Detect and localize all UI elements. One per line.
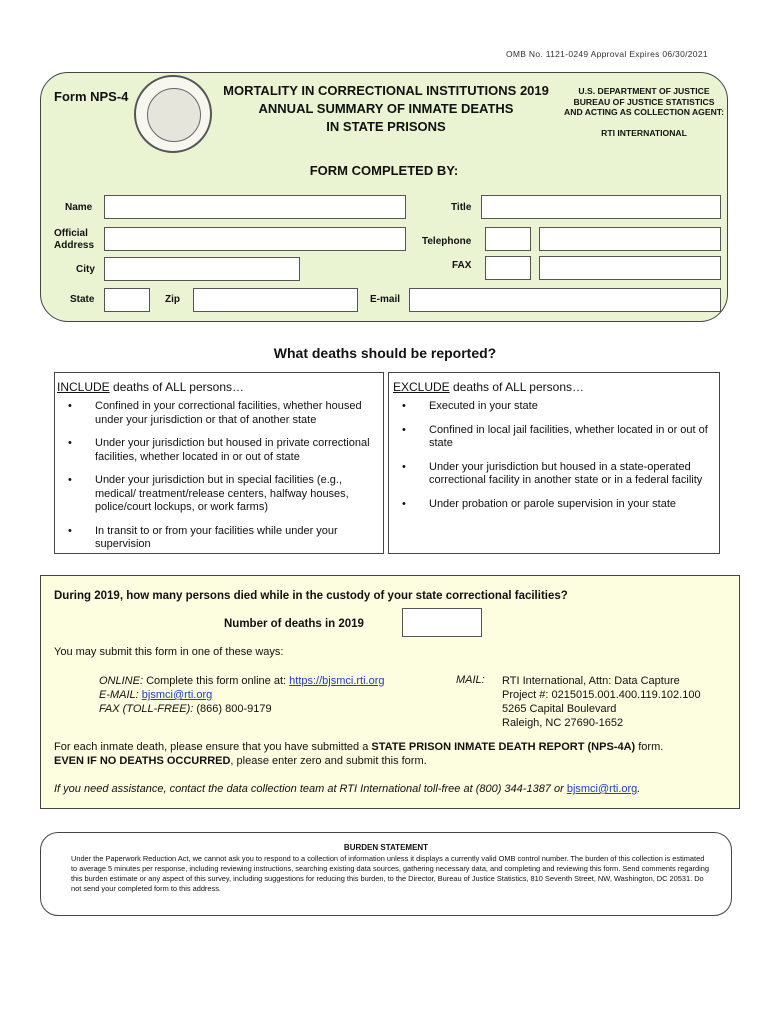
submission-methods: ONLINE: Complete this form online at: https://bjsmci.rti.org E-MAIL: bjsmci@rti.org FAX (TOLL-FREE): (866) 800-9179 <box>99 675 385 715</box>
assist-email-link[interactable]: bjsmci@rti.org <box>566 783 638 795</box>
exclude-item: • Confined in local jail facilities, whether located in or out of state <box>389 424 711 451</box>
omb-notice: OMB No. 1121-0249 Approval Expires 06/30/2021 <box>506 49 708 59</box>
name-label: Name <box>65 202 93 213</box>
email-link[interactable]: bjsmci@rti.org <box>141 689 213 701</box>
title-field[interactable] <box>481 195 721 219</box>
include-box <box>54 372 384 554</box>
include-item: • Under your jurisdiction but in special facilities (e.g., medical/ treatment/release centers, halfway houses, police/court lockups, or work farms) <box>55 474 375 515</box>
assistance-text: If you need assistance, contact the data collection team at RTI International toll-free at (800) 344-1387 or bjsmci@rti.org. <box>54 783 641 795</box>
agency-block: U.S. DEPARTMENT OF JUSTICE BUREAU OF JUSTICE STATISTICS AND ACTING AS COLLECTION AGENT: RTI INTERNATIONAL <box>564 86 724 138</box>
city-field[interactable] <box>104 257 300 281</box>
completed-by-heading: FORM COMPLETED BY: <box>309 163 459 178</box>
address-label: Official Address <box>54 228 95 251</box>
email-field[interactable] <box>409 288 721 312</box>
exclude-item: • Executed in your state <box>389 400 711 414</box>
exclude-box <box>388 372 720 554</box>
state-field[interactable] <box>104 288 150 312</box>
telephone-number-field[interactable] <box>539 227 721 251</box>
what-reported-heading: What deaths should be reported? <box>273 345 497 361</box>
email-label: E-mail <box>370 294 401 305</box>
include-heading: INCLUDE deaths of ALL persons… <box>57 380 244 394</box>
include-item: • In transit to or from your facilities while under your supervision <box>55 525 375 552</box>
mail-label: MAIL: <box>456 674 485 686</box>
telephone-label: Telephone <box>422 236 472 247</box>
city-label: City <box>76 264 95 275</box>
include-item: • Confined in your correctional facilities, whether housed under your jurisdiction or that of another state <box>55 400 375 427</box>
online-url-link[interactable]: https://bjsmci.rti.org <box>289 675 385 687</box>
form-title: MORTALITY IN CORRECTIONAL INSTITUTIONS 2019 ANNUAL SUMMARY OF INMATE DEATHS IN STATE PRISONS <box>223 83 549 134</box>
instruction-text: For each inmate death, please ensure that you have submitted a STATE PRISON INMATE DEATH REPORT (NPS-4A) form. EVEN IF NO DEATHS OCCURRED, please enter zero and submit this form. <box>54 741 664 767</box>
burden-title: BURDEN STATEMENT <box>343 843 429 852</box>
fax-area-code-field[interactable] <box>485 256 531 280</box>
mail-address: RTI International, Attn: Data Capture Project #: 0215015.001.400.119.102.100 5265 Capital Boulevard Raleigh, NC 27690-1652 <box>502 675 701 729</box>
zip-field[interactable] <box>193 288 358 312</box>
deaths-question: During 2019, how many persons died while in the custody of your state correctional facilities? <box>54 590 568 602</box>
name-field[interactable] <box>104 195 406 219</box>
burden-statement <box>40 832 732 916</box>
form-id: Form NPS-4 <box>54 89 129 104</box>
telephone-area-code-field[interactable] <box>485 227 531 251</box>
state-label: State <box>70 294 95 305</box>
submit-intro: You may submit this form in one of these ways: <box>54 646 284 658</box>
address-field[interactable] <box>104 227 406 251</box>
fax-label: FAX <box>452 260 472 271</box>
exclude-item: • Under your jurisdiction but housed in a state-operated correctional facility in another state or in a federal facility <box>389 461 711 488</box>
include-item: • Under your jurisdiction but housed in private correctional facilities, whether located in or out of state <box>55 437 375 464</box>
fax-number-field[interactable] <box>539 256 721 280</box>
exclude-heading: EXCLUDE deaths of ALL persons… <box>393 380 584 394</box>
deaths-count-field[interactable] <box>402 608 482 637</box>
burden-text: Under the Paperwork Reduction Act, we cannot ask you to respond to a collection of information unless it displays a currently valid OMB control number. The burden of this collection is estimated to average 5 minutes per response, including reviewing instructions, searching existing data sources, gathering necessary data, and completing and reviewing this form. Send comments regarding this burden estimate or any aspect of this survey, including suggestions for reducing this burden, to the Director, Bureau of Justice Statistics, 810 Seventh Street, NW, Washington, DC 20531. Do not send your completed form to this address. <box>71 854 709 893</box>
zip-label: Zip <box>165 294 180 305</box>
deaths-count-label: Number of deaths in 2019 <box>224 618 364 630</box>
exclude-item: • Under probation or parole supervision in your state <box>389 498 711 512</box>
title-label: Title <box>451 202 472 213</box>
